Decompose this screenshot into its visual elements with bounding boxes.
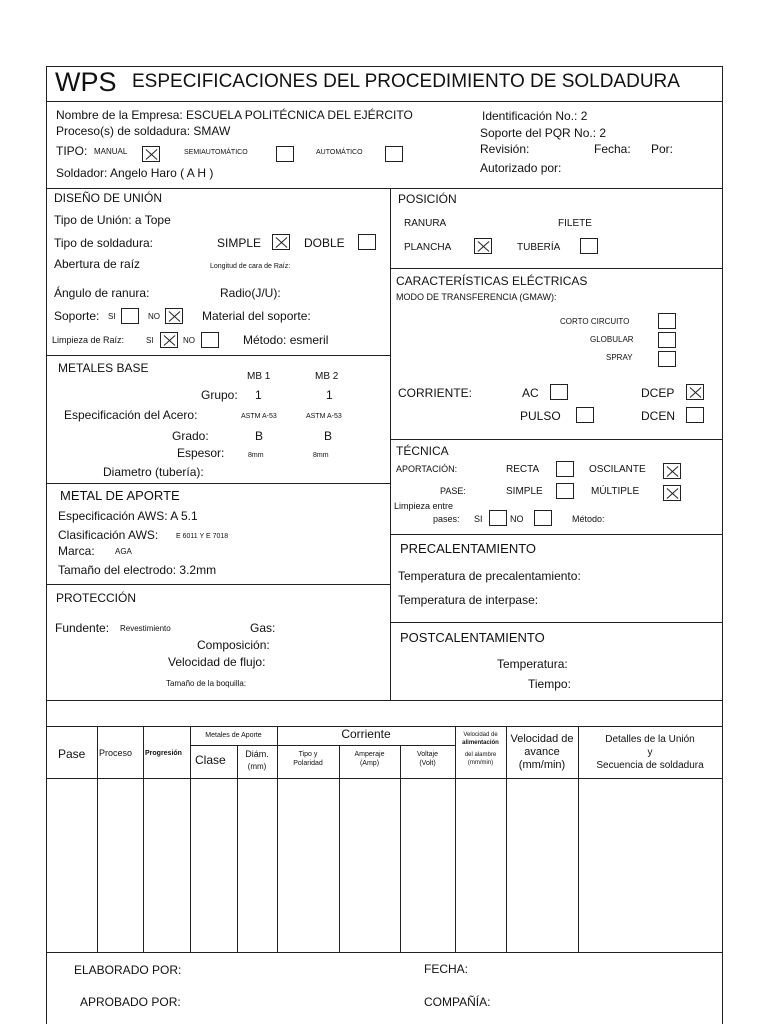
groove-label: RANURA [404,218,447,229]
authorized-by: Autorizado por: [480,161,562,175]
pipe-label: TUBERÍA [517,242,561,253]
postheat-time: Tiempo: [528,677,571,691]
root-no-label: NO [183,336,195,345]
dcen-label: DCEN [641,409,676,423]
col-type-polarity-2: Polaridad [293,760,323,767]
identification-no: Identificación No.: 2 [482,109,588,123]
col-travel-speed-2: avance [524,746,560,758]
flow-rate-label: Velocidad de flujo: [168,655,266,669]
transfer-mode: MODO DE TRANSFERENCIA (GMAW): [396,292,557,302]
col-pass: Pase [58,747,86,761]
interpass-cleaning-label-2: pases: [433,514,460,524]
thickness-label: Espesor: [177,446,225,460]
weave-label: OSCILANTE [589,464,646,475]
backing-material: Material del soporte: [202,309,311,323]
cleaning-method: Método: esmeril [243,333,329,347]
postheat-title: POSTCALENTAMIENTO [400,630,545,645]
steel-spec-mb1: ASTM A-53 [241,413,277,420]
col-travel-speed-3: (mm/min) [518,759,566,771]
globular-label: GLOBULAR [590,335,634,344]
prepared-by: ELABORADO POR: [74,963,182,977]
col-travel-speed-1: Velocidad de [510,733,574,745]
multiple-pass-label: MÚLTIPLE [591,486,640,497]
fillet-label: FILETE [558,218,592,229]
tipo-label: TIPO: [56,144,88,158]
single-pass-label: SIMPLE [506,486,543,497]
technique-title: TÉCNICA [396,444,449,458]
straight-checkbox[interactable] [556,461,574,477]
group-mb2: 1 [326,388,333,402]
joint-design-title: DISEÑO DE UNIÓN [54,191,163,205]
straight-label: RECTA [506,464,540,475]
pqr-support: Soporte del PQR No.: 2 [480,126,607,140]
auto-label: AUTOMÁTICO [316,149,363,156]
postheat-temp: Temperatura: [497,657,568,671]
short-circuit-label: CORTO CIRCUITO [560,317,630,326]
manual-label: MANUAL [94,147,128,156]
group-label: Grupo: [201,388,238,402]
pass-label: PASE: [440,486,466,496]
root-face-length: Longitud de cara de Raíz: [210,263,291,270]
brand-value: AGA [115,547,132,556]
cleaning-no-checkbox[interactable] [534,510,552,526]
col-diam-1: Diám. [245,749,269,759]
welder-name: Soldador: Angelo Haro ( A H ) [56,166,214,180]
welding-process: Proceso(s) de soldadura: SMAW [56,124,231,138]
pulse-checkbox[interactable] [576,407,594,423]
nozzle-size-label: Tamaño de la boquilla: [166,679,247,688]
col-amperage-2: (Amp) [359,760,380,767]
backing-si-label: SI [108,312,116,321]
grade-mb1: B [255,429,264,443]
position-title: POSICIÓN [398,192,457,206]
current-label: CORRIENTE: [398,386,473,400]
preheat-title: PRECALENTAMIENTO [400,541,537,556]
plate-checkbox[interactable] [474,238,492,254]
mb1-header: MB 1 [247,371,271,382]
brand-label: Marca: [58,544,95,558]
form-title: ESPECIFICACIONES DEL PROCEDIMIENTO DE SOLDADURA [132,71,680,92]
preheat-temp: Temperatura de precalentamiento: [398,569,581,583]
groove-angle: Ángulo de ranura: [54,286,150,300]
approved-by: APROBADO POR: [80,995,181,1009]
col-wire-feed-4: (mm/min) [467,760,494,766]
col-joint-details-1: Detalles de la Unión [605,734,695,745]
wps-label: WPS [55,67,117,97]
backing-no-label: NO [148,312,160,321]
composition-label: Composición: [197,638,270,652]
doble-label: DOBLE [304,236,345,250]
interpass-temp: Temperatura de interpase: [398,593,539,607]
col-type-polarity-1: Tipo y [298,751,318,758]
mb2-header: MB 2 [315,371,339,382]
grade-label: Grado: [172,429,209,443]
col-amperage-1: Amperaje [354,751,385,758]
column-divider [390,188,391,700]
base-metals-title: METALES BASE [58,361,149,375]
root-opening: Abertura de raíz [54,257,141,271]
col-current: Corriente [341,727,391,741]
col-voltage-1: Voltaje [416,751,439,758]
aws-class-value: E 6011 Y E 7018 [176,533,229,540]
deposition-label: APORTACIÓN: [396,464,458,474]
cleaning-si-label: SI [474,514,483,524]
semiauto-checkbox[interactable] [276,146,294,162]
doble-checkbox[interactable] [358,234,376,250]
root-si-checkbox[interactable] [160,332,178,348]
col-wire-feed-1: Velocidad de [463,732,498,738]
cleaning-si-checkbox[interactable] [489,510,507,526]
col-class: Clase [195,753,226,767]
frame-left [46,66,47,1024]
thickness-mb2: 8mm [313,452,329,459]
dcen-checkbox[interactable] [686,407,704,423]
radius: Radio(J/U): [220,286,281,300]
cleaning-no-label: NO [510,514,524,524]
root-si-label: SI [146,336,154,345]
group-mb1: 1 [255,388,262,402]
backing-si-checkbox[interactable] [121,308,139,324]
col-joint-details-3: Secuencia de soldadura [596,760,704,771]
technique-method-label: Método: [572,514,605,524]
pulse-label: PULSO [520,409,561,423]
root-cleaning-label: Limpieza de Raíz: [52,335,125,345]
simple-label: SIMPLE [217,236,262,250]
spray-label: SPRAY [606,353,633,362]
dcep-checkbox[interactable] [686,384,704,400]
footer-company: COMPAÑÍA: [424,995,491,1009]
footer-date: FECHA: [424,962,469,976]
steel-spec-label: Especificación del Acero: [64,408,198,422]
thickness-mb1: 8mm [248,452,264,459]
frame-right [722,66,723,1024]
spray-checkbox[interactable] [658,351,676,367]
simple-checkbox[interactable] [272,234,290,250]
revision-label: Revisión: [480,142,530,156]
multiple-pass-checkbox[interactable] [663,485,681,501]
col-process: Proceso [99,748,133,758]
semiauto-label: SEMIAUTOMÁTICO [184,149,248,156]
electrode-size: Tamaño del electrodo: 3.2mm [58,563,217,577]
weave-checkbox[interactable] [663,463,681,479]
col-diam-2: (mm) [247,762,267,771]
dcep-label: DCEP [641,386,675,400]
weld-type-label: Tipo de soldadura: [54,236,153,250]
by-label: Por: [651,142,674,156]
col-wire-feed-3: del alambre [464,752,497,758]
auto-checkbox[interactable] [385,146,403,162]
pipe-checkbox[interactable] [580,238,598,254]
globular-checkbox[interactable] [658,332,676,348]
col-progression: Progresión [145,750,182,757]
protection-title: PROTECCIÓN [56,591,137,605]
col-voltage-2: (Volt) [419,760,436,767]
ac-checkbox[interactable] [550,384,568,400]
grade-mb2: B [324,429,333,443]
aws-class-label: Clasificación AWS: [58,528,159,542]
gas-label: Gas: [250,621,276,635]
aws-spec: Especificación AWS: A 5.1 [58,509,198,523]
flux-value: Revestimiento [120,624,171,633]
col-filler-metals: Metales de Aporte [205,732,262,739]
manual-checkbox[interactable] [142,146,160,162]
company-name: Nombre de la Empresa: ESCUELA POLITÉCNICA DEL EJÉRCITO [56,108,413,122]
backing-no-checkbox[interactable] [165,308,183,324]
ac-label: AC [522,386,539,400]
pipe-diameter-label: Diametro (tubería): [103,465,204,479]
interpass-cleaning-label-1: Limpieza entre [394,501,454,511]
steel-spec-mb2: ASTM A-53 [306,413,342,420]
plate-label: PLANCHA [404,242,452,253]
flux-label: Fundente: [55,621,110,635]
root-no-checkbox[interactable] [201,332,219,348]
backing-label: Soporte: [54,309,100,323]
frame-top [46,66,722,67]
col-wire-feed-2: alimentación [462,740,499,746]
joint-type: Tipo de Unión: a Tope [54,213,171,227]
single-pass-checkbox[interactable] [556,483,574,499]
col-joint-details-2: y [647,747,653,758]
short-circuit-checkbox[interactable] [658,313,676,329]
filler-metal-title: METAL DE APORTE [60,488,180,503]
electrical-title: CARACTERÍSTICAS ELÉCTRICAS [396,274,588,288]
date-label: Fecha: [594,142,631,156]
